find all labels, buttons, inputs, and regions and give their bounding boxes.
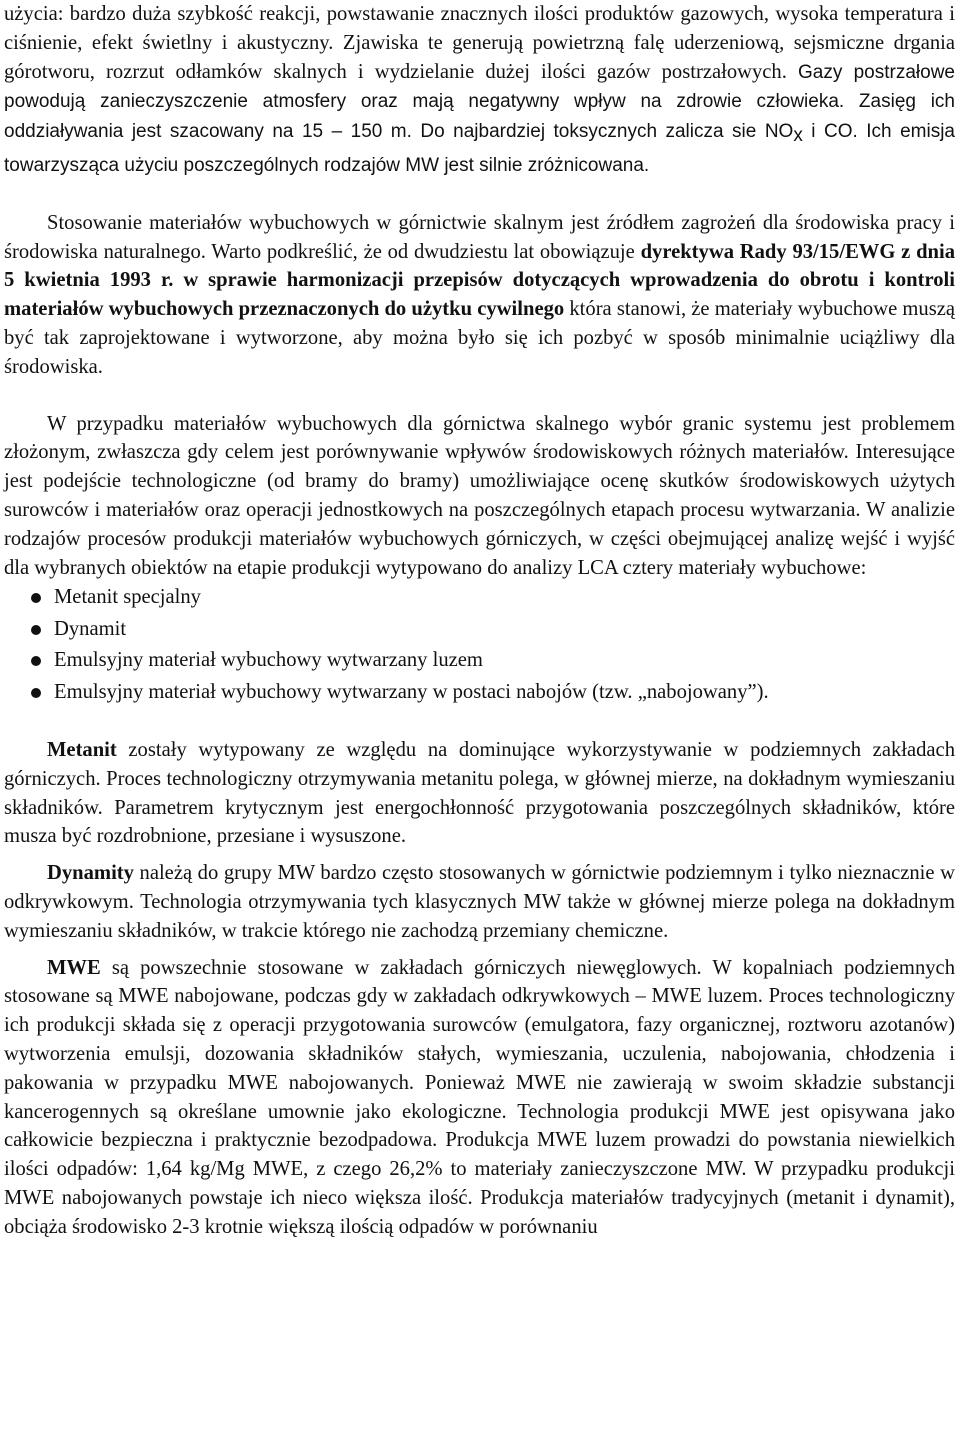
- list-item: Dynamit: [54, 614, 955, 645]
- list-item: Metanit specjalny: [54, 582, 955, 613]
- list-item: Emulsyjny materiał wybuchowy wytwarzany w postaci nabojów (tzw. „nabojowany”).: [54, 677, 955, 708]
- bullet-icon: [31, 688, 41, 698]
- paragraph-explosion-effects: użycia: bardzo duża szybkość reakcji, powstawanie znacznych ilości produktów gazowych, wysoka temperatura i ciśnienie, efekt świetlny i akustyczny. Zjawiska te generują powietrzną falę uderzeniową, sejsmiczne drgania górotworu, rozrzut odłamków skalnych i wydzielanie dużej ilości gazów postrzałowych. Gazy postrzałowe powodują zanieczyszczenie atmosfery oraz mają negatywny wpływ na zdrowie człowieka. Zasięg ich oddziaływania jest szacowany na 15 – 150 m. Do najbardziej toksycznych zalicza sie $NO_x$ i CO. Ich emisja towarzysząca użyciu poszczególnych rodzajów MW jest silnie zróżnicowana.: [4, 3, 955, 176]
- paragraph-lca-boundaries: W przypadku materiałów wybuchowych dla górnictwa skalnego wybór granic systemu jest problemem złożonym, zwłaszcza gdy celem jest porównywanie wpływów środowiskowych różnych materiałów. Interesujące jest podejście technologiczne (od bramy do bramy) umożliwiające ocenę skutków środowiskowych użytych surowców i materiałów oraz operacji jednostkowych na poszczególnych etapach procesu wytwarzania. W analizie rodzajów procesów produkcji materiałów wybuchowych górniczych, w części obejmującej analizę wejść i wyjść dla wybranych obiektów na etapie produkcji wytypowano do analizy LCA cztery materiały wybuchowe:: [4, 412, 955, 579]
- paragraph-dynamity: Dynamity należą do grupy MW bardzo często stosowanych w górnictwie podziemnym i tylko nieznacznie w odkrywkowym. Technologia otrzymywania tych klasycznych MW także w głównej mierze polega na dokładnym wymieszaniu składników, w trakcie którego nie zachodzą przemiany chemiczne.: [4, 862, 955, 942]
- paragraph-metanit: Metanit zostały wytypowany ze względu na dominujące wykorzystywanie w podziemnych zakładach górniczych. Proces technologiczny otrzymywania metanitu polega, w głównej mierze, na dokładnym wymieszaniu składników. Parametrem krytycznym jest energochłonność przygotowania poszczególnych składników, które musza być rozdrobnione, przesiane i wysuszone.: [4, 738, 955, 848]
- document-page: [4, 0, 955, 1242]
- bullet-icon: [31, 656, 41, 666]
- bullet-icon: [31, 593, 41, 603]
- list-item: Emulsyjny materiał wybuchowy wytwarzany luzem: [54, 645, 955, 676]
- paragraph-eu-directive: Stosowanie materiałów wybuchowych w górnictwie skalnym jest źródłem zagrożeń dla środowiska pracy i środowiska naturalnego. Warto podkreślić, że od dwudziestu lat obowiązuje dyrektywa Rady 93/15/EWG z dnia 5 kwietnia 1993 r. w sprawie harmonizacji przepisów dotyczących wprowadzenia do obrotu i kontroli materiałów wybuchowych przeznaczonych do użytku cywilnego która stanowi, że materiały wybuchowe muszą być tak zaprojektowane i wytworzone, aby można było się ich pozbyć w sposób minimalnie uciążliwy dla środowiska.: [4, 211, 956, 378]
- explosives-list: [4, 582, 955, 708]
- directive-title: dyrektywa Rady 93/15/EWG z dnia 5 kwietnia 1993 r. w sprawie harmonizacji przepisów dotyczących wprowadzenia do obrotu i kontroli materiałów wybuchowych przeznaczonych do użytku cywilnego: [4, 240, 956, 321]
- bullet-icon: [31, 625, 41, 635]
- paragraph-mwe: MWE są powszechnie stosowane w zakładach górniczych niewęglowych. W kopalniach podziemnych stosowane są MWE nabojowane, podczas gdy w zakładach odkrywkowych – MWE luzem. Proces technologiczny ich produkcji składa się z operacji przygotowania surowców (emulgatora, fazy organicznej, roztworu azotanów) wytworzenia emulsji, dozowania składników stałych, wymieszania, uczulenia, nabojowania, chłodzenia i pakowania w przypadku MWE nabojowanych. Ponieważ MWE nie zawierają w swoim składzie substancji kancerogennych są określane umownie jako ekologiczne. Technologia produkcji MWE jest opisywana jako całkowicie bezpieczna i praktycznie bezodpadowa. Produkcja MWE luzem prowadzi do powstania niewielkich ilości odpadów: 1,64 kg/Mg MWE, z czego 26,2% to materiały zanieczyszczone MW. W przypadku produkcji MWE nabojowanych powstaje ich nieco większa ilość. Produkcja materiałów tradycyjnych (metanit i dynamit), obciąża środowisko 2-3 krotnie większą ilością odpadów w porównaniu: [4, 956, 955, 1238]
